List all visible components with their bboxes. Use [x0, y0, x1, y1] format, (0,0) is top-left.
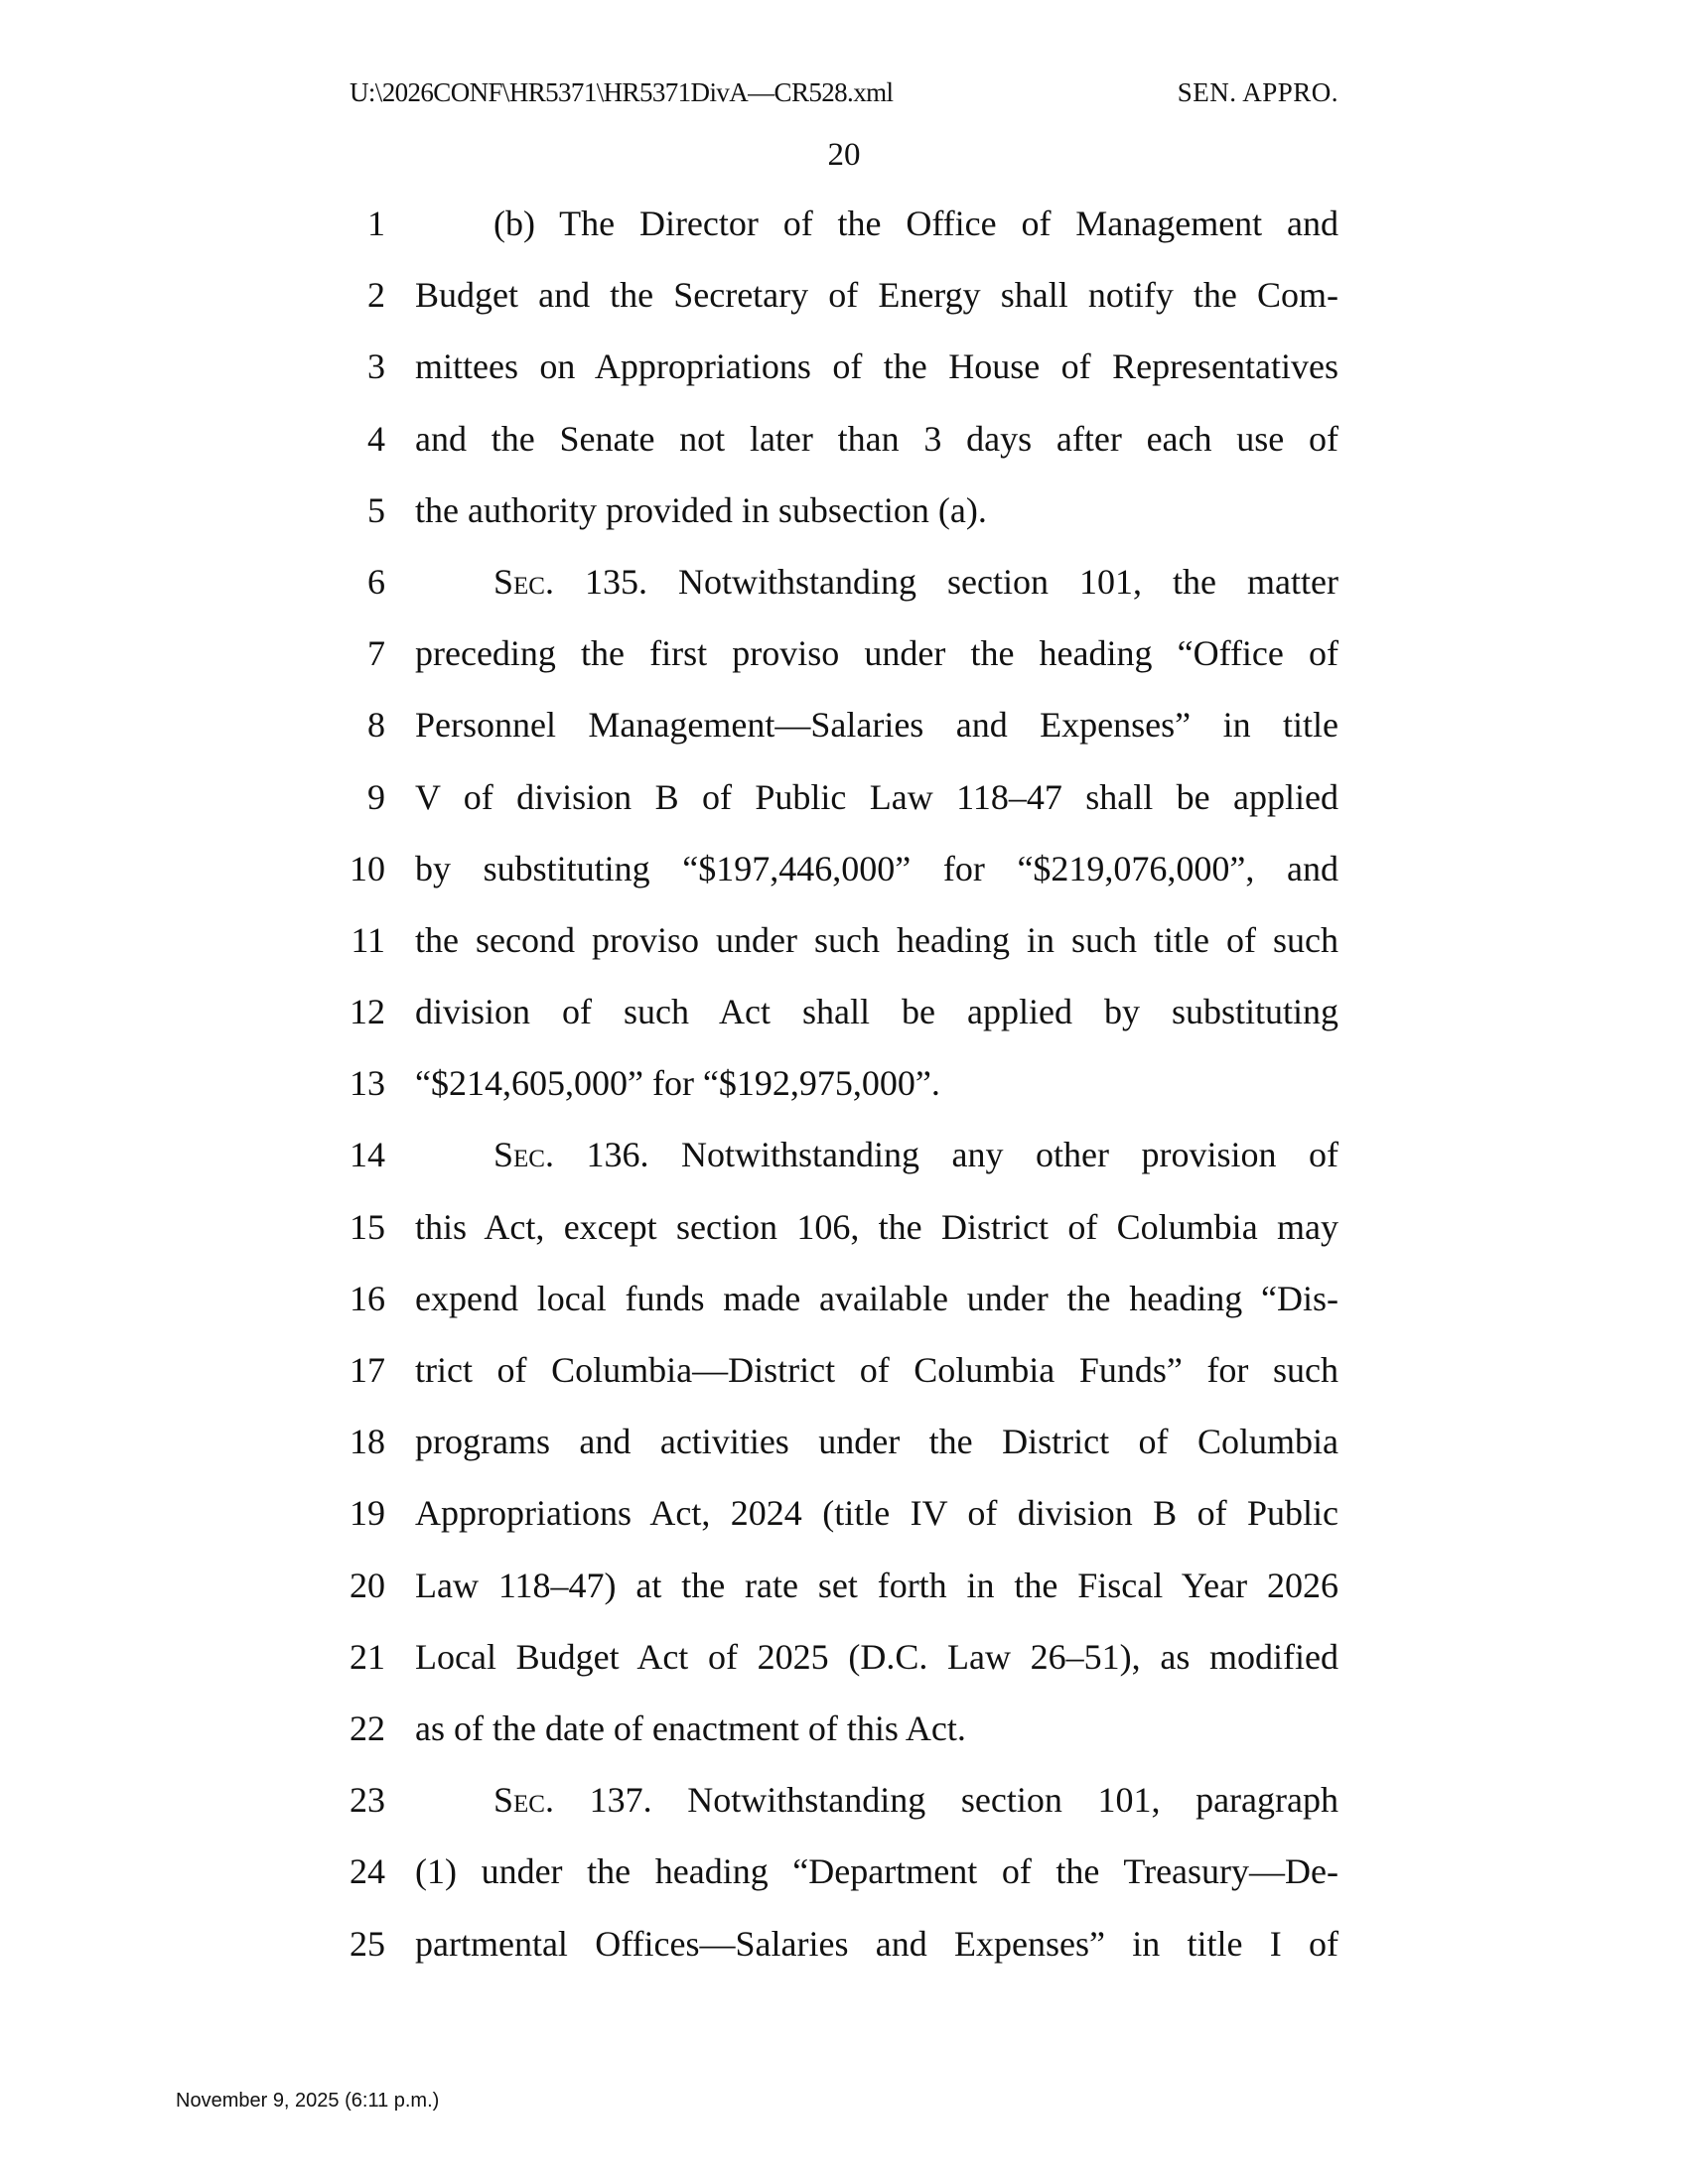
line-number: 12 — [350, 992, 385, 1032]
line-text: the authority provided in subsection (a). — [415, 489, 987, 530]
line-text: division of such Act shall be applied by substituting — [415, 992, 1338, 1032]
line-text: this Act, except section 106, the District of Columbia may — [415, 1206, 1338, 1247]
line-number: 22 — [350, 1707, 385, 1748]
text-line — [338, 700, 1340, 771]
line-number: 16 — [350, 1278, 385, 1318]
section-label: Sec. — [493, 1780, 554, 1821]
line-text: V of division B of Public Law 118–47 shall be applied — [415, 776, 1338, 817]
line-number: 8 — [367, 705, 385, 746]
line-text: (1) under the heading “Department of the Treasury—De- — [415, 1851, 1338, 1892]
text-line — [338, 915, 1340, 987]
line-text: preceding the first proviso under the heading “Office of — [415, 633, 1338, 674]
text-line — [338, 1919, 1340, 1990]
section-heading-line — [338, 1775, 1340, 1846]
section-text: 135. Notwithstanding section 101, the matter — [553, 561, 1338, 602]
line-text: Personnel Management—Salaries and Expenses” in title — [415, 705, 1338, 746]
line-number: 19 — [350, 1493, 385, 1534]
line-text: expend local funds made available under the heading “Dis- — [415, 1278, 1338, 1318]
line-number: 2 — [367, 275, 385, 316]
line-number: 7 — [367, 633, 385, 674]
section-label: Sec. — [493, 561, 554, 602]
line-text: trict of Columbia—District of Columbia Funds” for such — [415, 1350, 1338, 1390]
line-number: 25 — [350, 1923, 385, 1964]
section-heading-line — [338, 557, 1340, 628]
line-text: Local Budget Act of 2025 (D.C. Law 26–51), as modified — [415, 1636, 1338, 1677]
line-text: Law 118–47) at the rate set forth in the Fiscal Year 2026 — [415, 1565, 1338, 1605]
section-text: 137. Notwithstanding section 101, paragraph — [553, 1780, 1338, 1821]
text-line — [338, 199, 1340, 270]
text-line — [338, 341, 1340, 413]
line-number: 21 — [350, 1636, 385, 1677]
line-number: 13 — [350, 1063, 385, 1104]
line-number: 11 — [351, 919, 385, 960]
line-number: 9 — [367, 776, 385, 817]
line-number: 4 — [367, 418, 385, 459]
text-line — [338, 1488, 1340, 1560]
section-text: 136. Notwithstanding any other provision of — [553, 1135, 1338, 1175]
line-text: programs and activities under the District of Columbia — [415, 1422, 1338, 1462]
text-line — [338, 1846, 1340, 1918]
line-number: 14 — [350, 1135, 385, 1175]
page-header — [350, 75, 1338, 109]
footer-timestamp: November 9, 2025 (6:11 p.m.) — [176, 2090, 440, 2112]
line-text: and the Senate not later than 3 days after each use of — [415, 418, 1338, 459]
line-number: 6 — [367, 561, 385, 602]
text-line — [338, 1704, 1340, 1775]
section-label: Sec. — [493, 1135, 554, 1175]
line-text — [493, 1130, 1338, 1179]
line-number: 3 — [367, 346, 385, 387]
text-line — [338, 628, 1340, 700]
line-text: Appropriations Act, 2024 (title IV of division B of Public — [415, 1493, 1338, 1534]
line-text — [493, 1775, 1338, 1825]
line-text: by substituting “$197,446,000” for “$219,076,000”, and — [415, 848, 1338, 888]
line-number: 18 — [350, 1422, 385, 1462]
line-number: 17 — [350, 1350, 385, 1390]
text-line — [338, 772, 1340, 844]
line-number: 5 — [367, 489, 385, 530]
text-line — [338, 1058, 1340, 1130]
line-number: 15 — [350, 1206, 385, 1247]
file-path: U:\2026CONF\HR5371\HR5371DivA—CR528.xml — [350, 77, 894, 107]
text-line — [338, 844, 1340, 915]
text-line — [338, 1274, 1340, 1345]
line-text: the second proviso under such heading in such title of such — [415, 919, 1338, 960]
text-line — [338, 987, 1340, 1058]
page-number: 20 — [827, 137, 861, 173]
text-line — [338, 270, 1340, 341]
text-line — [338, 1202, 1340, 1274]
line-number: 24 — [350, 1851, 385, 1892]
line-number: 20 — [350, 1565, 385, 1605]
line-text: “$214,605,000” for “$192,975,000”. — [415, 1063, 940, 1104]
line-text — [493, 557, 1338, 607]
line-text: as of the date of enactment of this Act. — [415, 1707, 966, 1748]
text-line — [338, 1632, 1340, 1704]
line-number: 10 — [350, 848, 385, 888]
line-number: 23 — [350, 1780, 385, 1821]
text-line — [338, 414, 1340, 485]
text-line — [338, 1345, 1340, 1417]
bill-text — [338, 199, 1340, 1990]
text-line — [338, 1417, 1340, 1488]
line-text: mittees on Appropriations of the House of Representatives — [415, 346, 1338, 387]
line-text: partmental Offices—Salaries and Expenses” in title I of — [415, 1923, 1338, 1964]
section-heading-line — [338, 1130, 1340, 1201]
text-line — [338, 485, 1340, 557]
text-line — [338, 1561, 1340, 1632]
line-text: Budget and the Secretary of Energy shall notify the Com- — [415, 275, 1338, 316]
committee-label: SEN. APPRO. — [1177, 77, 1338, 107]
line-number: 1 — [367, 204, 385, 243]
line-text: (b) The Director of the Office of Management and — [493, 204, 1338, 243]
